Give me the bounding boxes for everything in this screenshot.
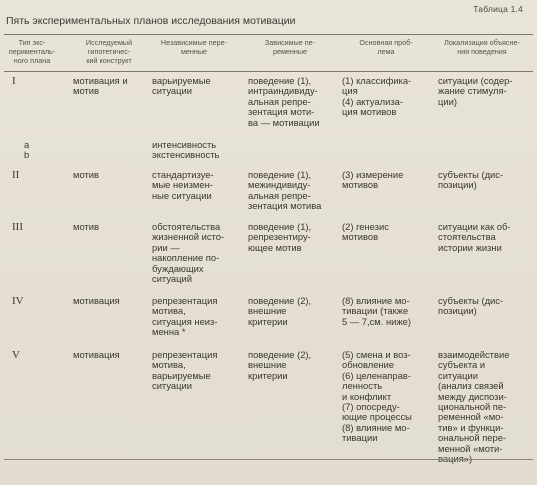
row-1-construct: мотивация и мотив xyxy=(73,75,128,97)
header-dependent-vars: Зависимые пе- ременные xyxy=(264,38,316,56)
table-bottom-rule xyxy=(4,459,533,460)
row-2-problem: (3) измерение мотивов xyxy=(342,169,404,191)
row-5-locus: взаимодействие субъекта и ситуации (анализ связей между диспози- циональной пе- ременной «мо- тив» и функци- ональной пере- менной «моти- вация») xyxy=(438,349,510,465)
row-4-independent: репрезентация мотива, ситуация неиз- менна * xyxy=(152,295,218,338)
row-3-independent: обстоятельства жизненной исто- рии — накопление по- буждающих ситуаций xyxy=(152,221,225,285)
table-header-rule xyxy=(4,71,533,72)
header-main-problem: Основная проб- лема xyxy=(359,38,413,56)
row-3-problem: (2) генезис мотивов xyxy=(342,221,389,243)
row-4-problem: (8) влияние мо- тивации (также 5 — 7,см. ниже) xyxy=(342,295,411,327)
row-3-locus: ситуации как об- стоятельства истории жизни xyxy=(438,221,511,253)
header-construct: Исследуемый гипотетичес- кий конструкт xyxy=(85,38,133,65)
row-2-independent: стандартизуе- мые неизмен- ные ситуации xyxy=(152,169,214,201)
row-4-locus: субъекты (дис- позиции) xyxy=(438,295,504,317)
row-5-type: V xyxy=(12,349,20,361)
header-behavior-locus: Локализация объясне- ния поведения xyxy=(444,38,520,56)
row-ab-type: a b xyxy=(24,139,30,161)
row-5-construct: мотивация xyxy=(73,349,120,360)
row-2-construct: мотив xyxy=(73,169,99,180)
row-5-independent: репрезентация мотива, варьируемые ситуации xyxy=(152,349,218,392)
header-independent-vars: Независимые пере- менные xyxy=(160,38,228,56)
row-2-dependent: поведение (1), межиндивиду- альная репре- зентация мотива xyxy=(248,169,322,212)
row-5-dependent: поведение (2), внешние критерии xyxy=(248,349,312,381)
row-2-type: II xyxy=(12,169,20,181)
row-4-construct: мотивация xyxy=(73,295,120,306)
row-1-dependent: поведение (1), интраиндивиду- альная репре- зентация моти- ва — мотивации xyxy=(248,75,320,128)
row-1-type: I xyxy=(12,75,16,87)
row-4-dependent: поведение (2), внешние критерии xyxy=(248,295,312,327)
row-3-dependent: поведение (1), репрезентиру- ющее мотив xyxy=(248,221,312,253)
row-5-problem: (5) смена и воз- обновление (6) целенаправ- ленность и конфликт (7) опосреду- ющие процессы (8) влияние мо- тивации xyxy=(342,349,412,444)
table-top-rule xyxy=(4,34,533,35)
row-1-independent: варьируемые ситуации xyxy=(152,75,211,97)
row-2-locus: субъекты (дис- позиции) xyxy=(438,169,504,191)
row-3-construct: мотив xyxy=(73,221,99,232)
row-4-type: IV xyxy=(12,295,24,307)
row-3-type: III xyxy=(12,221,23,233)
row-ab-independent: интенсивность экстенсивность xyxy=(152,139,220,161)
table-caption: Пять экспериментальных планов исследования мотивации xyxy=(6,15,296,27)
row-1-problem: (1) классифика- ция (4) актуализа- ция мотивов xyxy=(342,75,412,118)
header-plan-type: Тип экс- перименталь- ного плана xyxy=(8,38,56,65)
row-1-locus: ситуации (содер- жание стимуля- ции) xyxy=(438,75,513,107)
table-number-label: Таблица 1.4 xyxy=(473,4,523,14)
